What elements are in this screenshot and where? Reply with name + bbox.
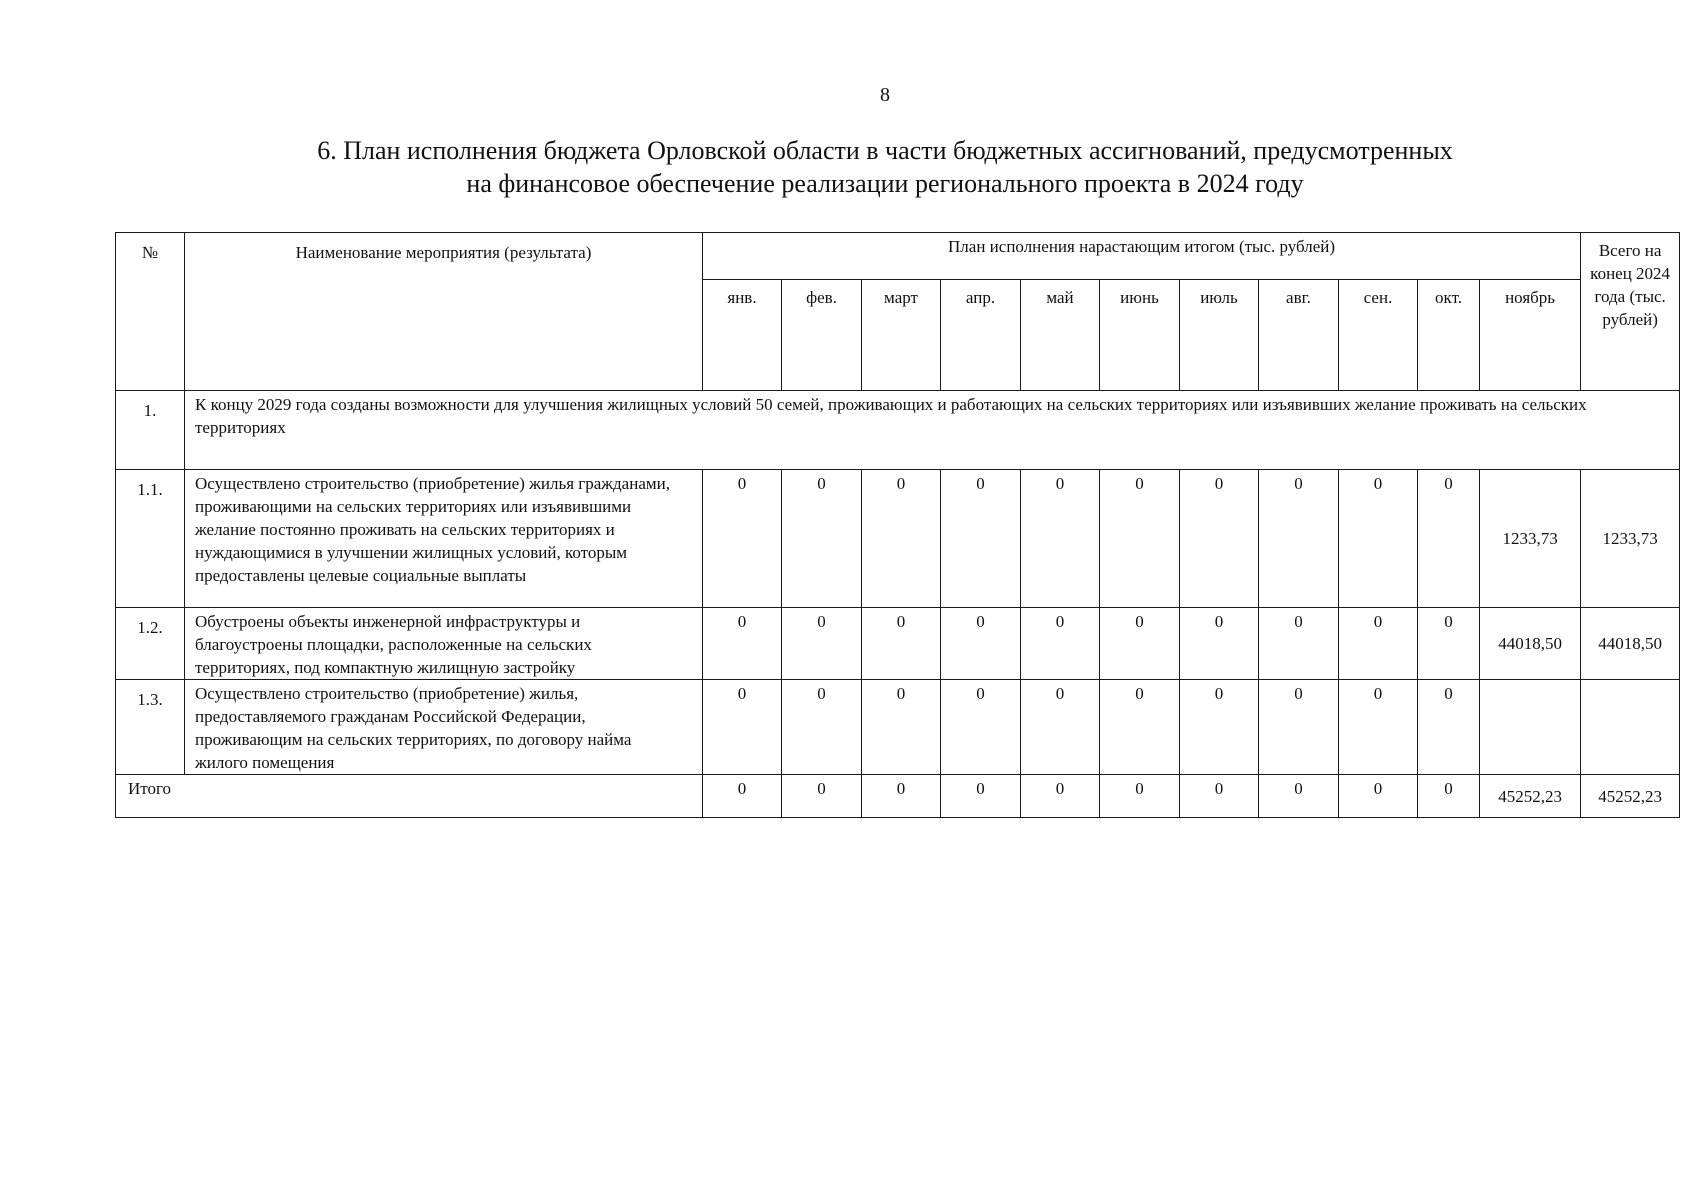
itogo-row (116, 775, 1680, 818)
november-value: 44018,50 (1480, 608, 1581, 680)
row-name: Осуществлено строительство (приобретение) жилья, предоставляемого гражданам Российской Федерации, проживающим на сельских территориях, по договору найма жилого помещения (185, 680, 703, 775)
month-value: 0 (1180, 470, 1259, 608)
month-header: фев. (782, 280, 862, 391)
month-value: 0 (1339, 680, 1418, 775)
budget-plan-table (115, 232, 1680, 818)
itogo-november-value: 45252,23 (1480, 775, 1581, 818)
month-header: ноябрь (1480, 280, 1581, 391)
month-value: 0 (1100, 470, 1180, 608)
itogo-month-value: 0 (862, 775, 941, 818)
month-value: 0 (1100, 608, 1180, 680)
goal-num: 1. (116, 391, 185, 470)
itogo-month-value: 0 (1180, 775, 1259, 818)
month-value: 0 (941, 470, 1021, 608)
itogo-month-value: 0 (1100, 775, 1180, 818)
itogo-month-value: 0 (1021, 775, 1100, 818)
month-header: май (1021, 280, 1100, 391)
month-value: 0 (941, 608, 1021, 680)
month-value: 0 (941, 680, 1021, 775)
month-header: окт. (1418, 280, 1480, 391)
month-value: 0 (862, 680, 941, 775)
month-value: 0 (782, 470, 862, 608)
month-header: июль (1180, 280, 1259, 391)
header-total: Всего на конец 2024 года (тыс. рублей) (1581, 233, 1680, 391)
month-value: 0 (782, 608, 862, 680)
month-value: 0 (1339, 608, 1418, 680)
month-value: 0 (862, 608, 941, 680)
month-value: 0 (862, 470, 941, 608)
november-value (1480, 680, 1581, 775)
title-line-1: 6. План исполнения бюджета Орловской области в части бюджетных ассигнований, предусмотренных (317, 136, 1453, 165)
month-header: янв. (703, 280, 782, 391)
itogo-month-value: 0 (941, 775, 1021, 818)
month-header: авг. (1259, 280, 1339, 391)
month-header: сен. (1339, 280, 1418, 391)
itogo-label: Итого (116, 775, 703, 818)
november-value: 1233,73 (1480, 470, 1581, 608)
row-name: Обустроены объекты инженерной инфраструктуры и благоустроены площадки, расположенные на сельских территориях, под компактную жилищную застройку (185, 608, 703, 680)
header-name: Наименование мероприятия (результата) (185, 233, 703, 391)
month-value: 0 (1180, 680, 1259, 775)
itogo-month-value: 0 (1418, 775, 1480, 818)
month-value: 0 (703, 680, 782, 775)
month-value: 0 (1418, 470, 1480, 608)
total-value: 1233,73 (1581, 470, 1680, 608)
month-value: 0 (1021, 608, 1100, 680)
itogo-month-value: 0 (1339, 775, 1418, 818)
total-value (1581, 680, 1680, 775)
row-num: 1.3. (116, 680, 185, 775)
month-value: 0 (1339, 470, 1418, 608)
month-value: 0 (1259, 680, 1339, 775)
itogo-total-value: 45252,23 (1581, 775, 1680, 818)
table-row (116, 608, 1680, 680)
row-name: Осуществлено строительство (приобретение) жилья гражданами, проживающими на сельских территориях или изъявившими желание постоянно проживать на сельских территориях и нуждающимися в улучшении жилищных условий, которым предоставлены целевые социальные выплаты (185, 470, 703, 608)
title-line-2: на финансовое обеспечение реализации регионального проекта в 2024 году (466, 169, 1304, 198)
header-row (116, 233, 1680, 280)
month-header: июнь (1100, 280, 1180, 391)
row-num: 1.2. (116, 608, 185, 680)
month-value: 0 (703, 608, 782, 680)
month-value: 0 (1259, 470, 1339, 608)
month-value: 0 (1021, 470, 1100, 608)
itogo-month-value: 0 (703, 775, 782, 818)
itogo-month-value: 0 (782, 775, 862, 818)
table-row (116, 680, 1680, 775)
itogo-month-value: 0 (1259, 775, 1339, 818)
table-row (116, 470, 1680, 608)
goal-text: К концу 2029 года созданы возможности для улучшения жилищных условий 50 семей, проживающих и работающих на сельских территориях или изъявивших желание проживать на сельских территориях (185, 391, 1680, 470)
header-plan: План исполнения нарастающим итогом (тыс. рублей) (703, 233, 1581, 280)
month-value: 0 (1021, 680, 1100, 775)
month-value: 0 (703, 470, 782, 608)
month-value: 0 (1418, 608, 1480, 680)
month-value: 0 (1418, 680, 1480, 775)
month-header: апр. (941, 280, 1021, 391)
total-value: 44018,50 (1581, 608, 1680, 680)
page-title (140, 134, 1630, 200)
page-number: 8 (880, 84, 890, 106)
month-value: 0 (782, 680, 862, 775)
month-header: март (862, 280, 941, 391)
month-value: 0 (1100, 680, 1180, 775)
goal-row (116, 391, 1680, 470)
header-num: № (116, 233, 185, 391)
row-num: 1.1. (116, 470, 185, 608)
month-value: 0 (1259, 608, 1339, 680)
month-value: 0 (1180, 608, 1259, 680)
